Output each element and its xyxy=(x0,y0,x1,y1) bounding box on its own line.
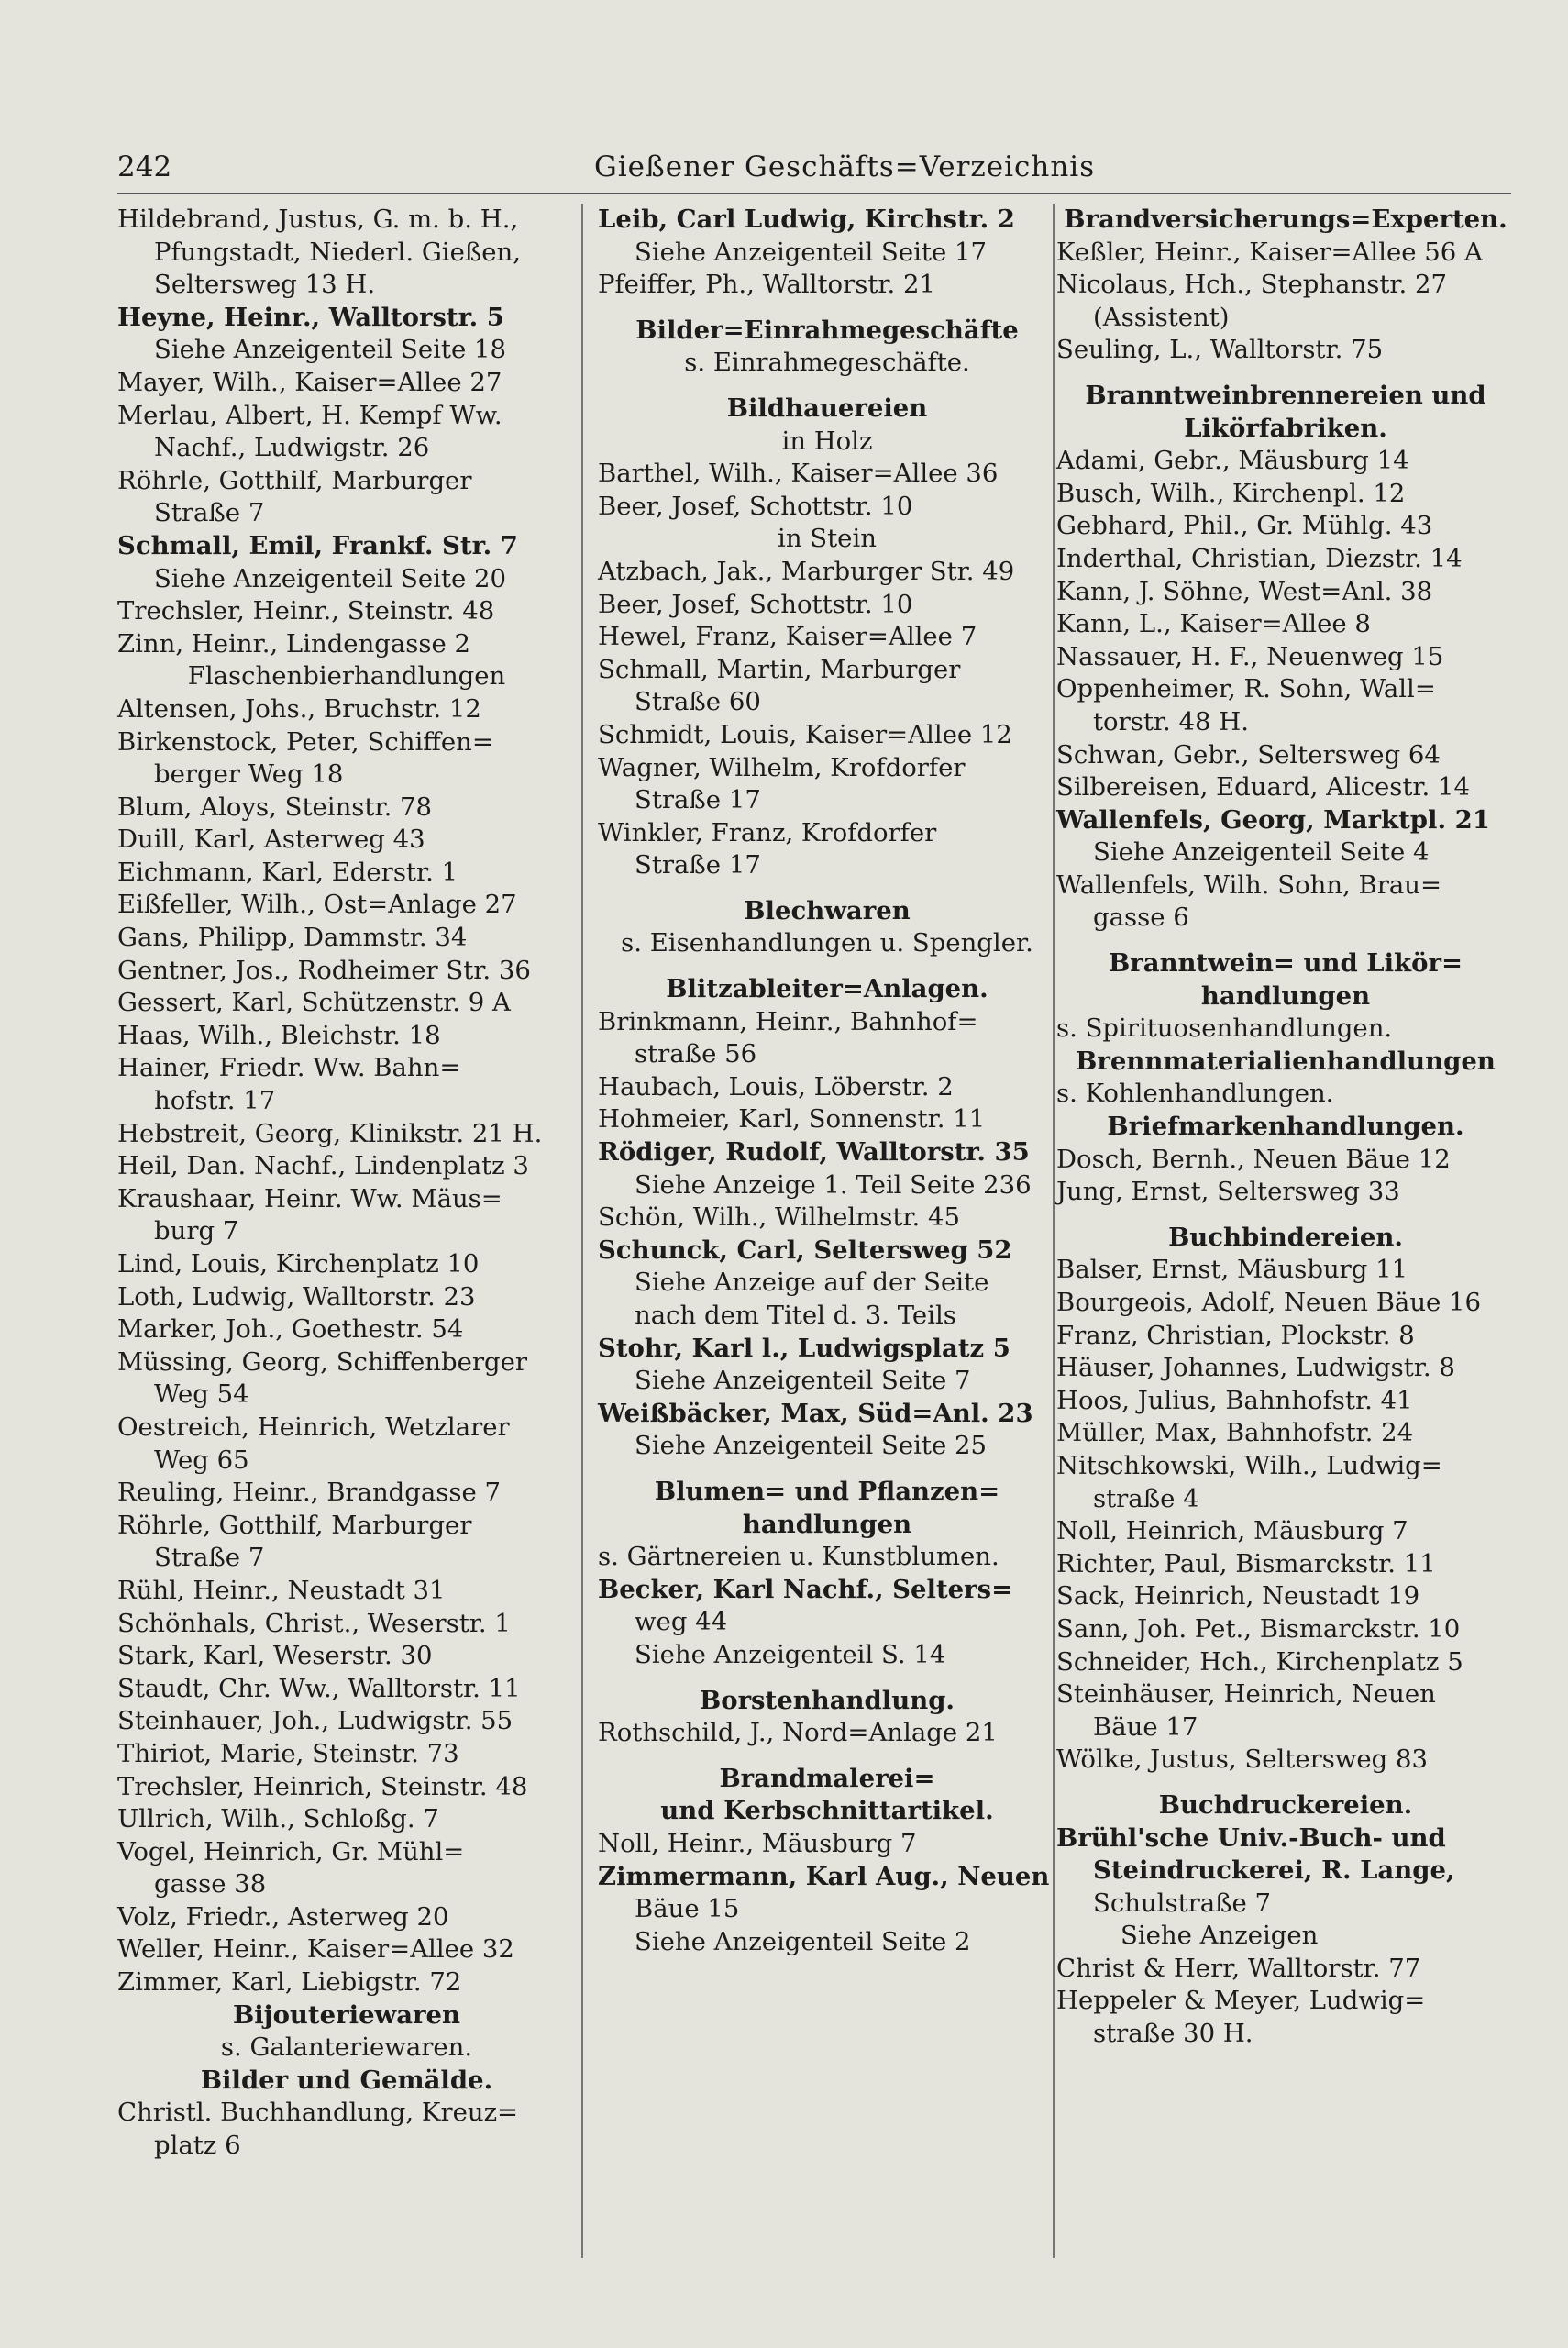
page-number: 242 xyxy=(117,150,172,183)
entry-line: Haubach, Louis, Löberstr. 2 xyxy=(598,1071,954,1102)
entry-line: Zinn, Heinr., Lindengasse 2 xyxy=(117,628,471,659)
running-title: Gießener Geschäfts=Verzeichnis xyxy=(594,150,1096,183)
section-heading: Brennmaterialienhandlungen xyxy=(1076,1046,1496,1076)
cross-reference: s. Kohlenhandlungen. xyxy=(1056,1079,1334,1109)
section-heading: handlungen xyxy=(742,1509,912,1539)
spacer xyxy=(1056,935,1515,947)
spacer xyxy=(1056,1777,1515,1789)
column-divider-left xyxy=(581,204,583,2258)
page-header xyxy=(117,147,1511,194)
section-heading: Bilder=Einrahmegeschäfte xyxy=(635,315,1019,345)
entry-line: Straße 17 xyxy=(635,850,761,880)
entry-line: Schmall, Martin, Marburger xyxy=(598,654,961,684)
entry-line: straße 4 xyxy=(1093,1483,1199,1513)
entry-line: Busch, Wilh., Kirchenpl. 12 xyxy=(1056,478,1406,508)
entry-line: Gentner, Jos., Rodheimer Str. 36 xyxy=(117,955,531,985)
entry-line: Haas, Wilh., Bleichstr. 18 xyxy=(117,1020,441,1050)
section-heading: handlungen xyxy=(1200,980,1371,1011)
cross-reference: s. Spirituosenhandlungen. xyxy=(1056,1013,1393,1044)
entry-line: Weg 54 xyxy=(154,1379,249,1410)
entry-line: Vogel, Heinrich, Gr. Mühl= xyxy=(117,1836,465,1866)
spacer xyxy=(1056,367,1515,380)
entry-line: Weißbäcker, Max, Süd=Anl. 23 xyxy=(598,1398,1033,1428)
section-heading: Buchdruckereien. xyxy=(1158,1789,1413,1820)
entry-line: Straße 60 xyxy=(635,687,761,717)
entry-line: Schunck, Carl, Seltersweg 52 xyxy=(598,1235,1012,1265)
entry-line: Steinhäuser, Heinrich, Neuen xyxy=(1056,1679,1436,1710)
entry-line: (Assistent) xyxy=(1093,302,1230,332)
section-heading: Branntweinbrennereien und xyxy=(1085,380,1486,410)
entry-line: straße 56 xyxy=(635,1039,757,1069)
entry-line: Trechsler, Heinr., Steinstr. 48 xyxy=(117,596,495,626)
entry-line: Sann, Joh. Pet., Bismarckstr. 10 xyxy=(1056,1613,1461,1644)
spacer xyxy=(598,882,1056,895)
entry-line: Bäue 15 xyxy=(635,1894,740,1924)
entry-line: Merlau, Albert, H. Kempf Ww. xyxy=(117,400,502,430)
entry-line: Wallenfels, Wilh. Sohn, Brau= xyxy=(1056,869,1442,900)
section-heading: Buchbindereien. xyxy=(1168,1222,1403,1252)
entry-line: Birkenstock, Peter, Schiffen= xyxy=(117,726,493,757)
entry-line: Altensen, Johs., Bruchstr. 12 xyxy=(117,693,481,724)
entry-line: Leib, Carl Ludwig, Kirchstr. 2 xyxy=(598,205,1015,234)
entry-line: Siehe Anzeigenteil Seite 17 xyxy=(635,237,987,267)
directory-column-3 xyxy=(1056,204,1515,2051)
entry-line: Blum, Aloys, Steinstr. 78 xyxy=(117,792,433,822)
entry-line: Siehe Anzeigenteil Seite 18 xyxy=(154,335,506,365)
entry-line: Stark, Karl, Weserstr. 30 xyxy=(117,1641,433,1671)
entry-line: Beer, Josef, Schottstr. 10 xyxy=(598,491,913,521)
entry-line: Kann, J. Söhne, West=Anl. 38 xyxy=(1056,576,1433,606)
entry-line: Rödiger, Rudolf, Walltorstr. 35 xyxy=(598,1137,1030,1168)
entry-line: Weller, Heinr., Kaiser=Allee 32 xyxy=(117,1934,514,1965)
section-heading: Briefmarkenhandlungen. xyxy=(1107,1112,1464,1142)
entry-line: Brühl'sche Univ.-Buch- und xyxy=(1056,1822,1446,1853)
entry-line: Gessert, Karl, Schützenstr. 9 A xyxy=(117,988,511,1018)
entry-line: Röhrle, Gotthilf, Marburger xyxy=(117,465,472,495)
entry-line: gasse 38 xyxy=(154,1869,267,1899)
entry-line: Trechsler, Heinrich, Steinstr. 48 xyxy=(117,1771,528,1801)
entry-line: berger Weg 18 xyxy=(154,759,344,790)
entry-line: Becker, Karl Nachf., Selters= xyxy=(598,1574,1013,1604)
subsection-heading: in Stein xyxy=(778,524,877,554)
cross-reference: s. Galanteriewaren. xyxy=(220,2032,473,2063)
entry-line: Balser, Ernst, Mäusburg 11 xyxy=(1056,1255,1408,1285)
entry-line: Hohmeier, Karl, Sonnenstr. 11 xyxy=(598,1104,986,1135)
section-heading: Borstenhandlung. xyxy=(699,1685,955,1715)
entry-line: Marker, Joh., Goethestr. 54 xyxy=(117,1314,464,1345)
entry-line: Oestreich, Heinrich, Wetzlarer xyxy=(117,1412,510,1442)
entry-line: Hebstreit, Georg, Klinikstr. 21 H. xyxy=(117,1118,543,1148)
spacer xyxy=(598,380,1056,393)
entry-line: weg 44 xyxy=(635,1607,728,1637)
entry-line: Rühl, Heinr., Neustadt 31 xyxy=(117,1575,446,1605)
entry-line: Beer, Josef, Schottstr. 10 xyxy=(598,589,913,619)
entry-line: Nitschkowski, Wilh., Ludwig= xyxy=(1056,1450,1442,1480)
entry-line: Adami, Gebr., Mäusburg 14 xyxy=(1056,446,1409,476)
entry-line: Heil, Dan. Nachf., Lindenplatz 3 xyxy=(117,1151,529,1181)
entry-line: Röhrle, Gotthilf, Marburger xyxy=(117,1510,472,1540)
entry-line: Müssing, Georg, Schiffenberger xyxy=(117,1346,528,1377)
subsection-heading: in Holz xyxy=(781,426,873,456)
entry-line: burg 7 xyxy=(154,1216,239,1246)
entry-line: Siehe Anzeigenteil Seite 7 xyxy=(635,1366,971,1396)
entry-line: nach dem Titel d. 3. Teils xyxy=(635,1301,956,1330)
entry-line: Zimmermann, Karl Aug., Neuen xyxy=(598,1861,1050,1891)
entry-line: Schönhals, Christ., Weserstr. 1 xyxy=(117,1608,511,1638)
entry-line: Thiriot, Marie, Steinstr. 73 xyxy=(117,1738,459,1768)
entry-line: Heppeler & Meyer, Ludwig= xyxy=(1056,1986,1426,2016)
entry-line: Nassauer, H. F., Neuenweg 15 xyxy=(1056,641,1444,671)
entry-line: Straße 17 xyxy=(635,785,761,815)
entry-line: Wagner, Wilhelm, Krofdorfer xyxy=(598,752,966,782)
entry-line: Inderthal, Christian, Diezstr. 14 xyxy=(1056,543,1463,573)
entry-line: Häuser, Johannes, Ludwigstr. 8 xyxy=(1056,1353,1455,1383)
cross-reference: s. Gärtnereien u. Kunstblumen. xyxy=(598,1542,999,1572)
section-heading: und Kerbschnittartikel. xyxy=(660,1796,994,1826)
entry-line: Christl. Buchhandlung, Kreuz= xyxy=(117,2098,519,2128)
entry-line: Straße 7 xyxy=(154,1543,265,1573)
section-heading: Blumen= und Pflanzen= xyxy=(654,1476,1000,1506)
section-heading: Brandmalerei= xyxy=(719,1763,935,1793)
section-heading: Branntwein= und Likör= xyxy=(1109,948,1463,979)
section-heading: Brandversicherungs=Experten. xyxy=(1064,205,1507,234)
entry-line: platz 6 xyxy=(154,2131,241,2161)
entry-line: Hildebrand, Justus, G. m. b. H., xyxy=(117,205,519,234)
entry-line: Duill, Karl, Asterweg 43 xyxy=(117,825,425,855)
entry-line: Hewel, Franz, Kaiser=Allee 7 xyxy=(598,622,977,652)
entry-line: Eichmann, Karl, Ederstr. 1 xyxy=(117,857,458,887)
entry-line: Richter, Paul, Bismarckstr. 11 xyxy=(1056,1548,1436,1578)
entry-line: Straße 7 xyxy=(154,498,265,528)
entry-line: Franz, Christian, Plockstr. 8 xyxy=(1056,1320,1415,1350)
entry-line: Zimmer, Karl, Liebigstr. 72 xyxy=(117,1967,462,1998)
entry-line: Bäue 17 xyxy=(1093,1711,1198,1742)
entry-line: Staudt, Chr. Ww., Walltorstr. 11 xyxy=(117,1673,521,1703)
entry-line: Müller, Max, Bahnhofstr. 24 xyxy=(1056,1418,1414,1448)
spacer xyxy=(598,302,1056,315)
entry-line: Mayer, Wilh., Kaiser=Allee 27 xyxy=(117,367,502,397)
section-heading: Bildhauereien xyxy=(726,393,928,423)
entry-line: Siehe Anzeigen xyxy=(1121,1921,1319,1951)
spacer xyxy=(598,1750,1056,1763)
entry-line: Barthel, Wilh., Kaiser=Allee 36 xyxy=(598,459,999,489)
entry-line: Rothschild, J., Nord=Anlage 21 xyxy=(598,1718,998,1748)
entry-line: Siehe Anzeigenteil Seite 20 xyxy=(154,563,506,593)
entry-line: gasse 6 xyxy=(1093,903,1189,933)
entry-line: Jung, Ernst, Seltersweg 33 xyxy=(1056,1177,1400,1207)
entry-line: Lind, Louis, Kirchenplatz 10 xyxy=(117,1249,480,1279)
entry-line: straße 30 H. xyxy=(1093,2019,1253,2049)
entry-line: Kraushaar, Heinr. Ww. Mäus= xyxy=(117,1183,502,1213)
entry-line: Dosch, Bernh., Neuen Bäue 12 xyxy=(1056,1144,1451,1174)
entry-line: Seuling, L., Walltorstr. 75 xyxy=(1056,335,1384,365)
entry-line: Wallenfels, Georg, Marktpl. 21 xyxy=(1056,804,1490,835)
entry-line: hofstr. 17 xyxy=(154,1086,276,1116)
section-heading: Bijouteriewaren xyxy=(232,1999,461,2030)
entry-line: Siehe Anzeigenteil Seite 4 xyxy=(1093,837,1430,868)
entry-line: Wölke, Justus, Seltersweg 83 xyxy=(1056,1744,1429,1775)
entry-line: Hainer, Friedr. Ww. Bahn= xyxy=(117,1053,461,1083)
entry-line: Loth, Ludwig, Walltorstr. 23 xyxy=(117,1281,476,1312)
entry-line: Siehe Anzeigenteil Seite 2 xyxy=(635,1926,971,1956)
section-heading: Bilder und Gemälde. xyxy=(200,2065,493,2095)
entry-line: Ullrich, Wilh., Schloßg. 7 xyxy=(117,1804,439,1834)
entry-line: Heyne, Heinr., Walltorstr. 5 xyxy=(117,302,504,332)
entry-line: Brinkmann, Heinr., Bahnhof= xyxy=(598,1006,978,1036)
entry-line: Silbereisen, Eduard, Alicestr. 14 xyxy=(1056,772,1471,803)
entry-line: Nachf., Ludwigstr. 26 xyxy=(154,433,430,463)
entry-line: Siehe Anzeige 1. Teil Seite 236 xyxy=(635,1169,1032,1200)
entry-line: Bourgeois, Adolf, Neuen Bäue 16 xyxy=(1056,1288,1482,1317)
entry-line: torstr. 48 H. xyxy=(1093,706,1249,737)
entry-line: Schmall, Emil, Frankf. Str. 7 xyxy=(117,530,518,560)
entry-line: Schön, Wilh., Wilhelmstr. 45 xyxy=(598,1202,961,1233)
entry-line: Weg 65 xyxy=(154,1445,249,1475)
section-heading: Likörfabriken. xyxy=(1184,413,1387,443)
entry-line: Volz, Friedr., Asterweg 20 xyxy=(117,1901,449,1932)
entry-line: Gebhard, Phil., Gr. Mühlg. 43 xyxy=(1056,511,1433,541)
entry-line: Schneider, Hch., Kirchenplatz 5 xyxy=(1056,1646,1463,1677)
entry-line: Siehe Anzeige auf der Seite xyxy=(635,1268,989,1298)
spacer xyxy=(598,960,1056,973)
spacer xyxy=(598,1672,1056,1685)
entry-line: Siehe Anzeigenteil S. 14 xyxy=(635,1639,946,1669)
entry-line: Steindruckerei, R. Lange, xyxy=(1093,1855,1455,1886)
entry-line: Keßler, Heinr., Kaiser=Allee 56 A xyxy=(1056,237,1483,267)
entry-line: Hoos, Julius, Bahnhofstr. 41 xyxy=(1056,1385,1413,1415)
entry-line: Nicolaus, Hch., Stephanstr. 27 xyxy=(1056,270,1447,300)
section-heading: Blechwaren xyxy=(744,895,911,925)
entry-line: Siehe Anzeigenteil Seite 25 xyxy=(635,1431,987,1461)
entry-line: Pfungstadt, Niederl. Gießen, xyxy=(154,237,521,267)
entry-line: Sack, Heinrich, Neustadt 19 xyxy=(1056,1581,1420,1611)
directory-column-2 xyxy=(598,204,1056,1958)
section-heading: Blitzableiter=Anlagen. xyxy=(666,974,988,1004)
entry-line: Noll, Heinrich, Mäusburg 7 xyxy=(1056,1516,1408,1546)
entry-line: Schulstraße 7 xyxy=(1093,1888,1272,1918)
entry-line: Kann, L., Kaiser=Allee 8 xyxy=(1056,609,1371,639)
entry-line: Schmidt, Louis, Kaiser=Allee 12 xyxy=(598,719,1012,749)
entry-line: Gans, Philipp, Dammstr. 34 xyxy=(117,923,468,953)
entry-line: Stohr, Karl l., Ludwigsplatz 5 xyxy=(598,1333,1010,1363)
cross-reference: s. Einrahmegeschäfte. xyxy=(684,348,970,378)
entry-line: Winkler, Franz, Krofdorfer xyxy=(598,817,937,847)
spacer xyxy=(598,1463,1056,1476)
entry-line: Atzbach, Jak., Marburger Str. 49 xyxy=(598,556,1015,586)
cross-reference: s. Eisenhandlungen u. Spengler. xyxy=(621,928,1033,958)
entry-line: Steinhauer, Joh., Ludwigstr. 55 xyxy=(117,1706,513,1736)
entry-line: Eißfeller, Wilh., Ost=Anlage 27 xyxy=(117,890,517,920)
entry-line: Christ & Herr, Walltorstr. 77 xyxy=(1056,1953,1421,1983)
entry-line: Seltersweg 13 H. xyxy=(154,270,376,300)
directory-column-1 xyxy=(117,204,576,2163)
section-heading: Flaschenbierhandlungen xyxy=(187,661,506,692)
entry-line: Noll, Heinr., Mäusburg 7 xyxy=(598,1828,917,1858)
spacer xyxy=(1056,1209,1515,1222)
entry-line: Pfeiffer, Ph., Walltorstr. 21 xyxy=(598,270,935,300)
entry-line: Schwan, Gebr., Seltersweg 64 xyxy=(1056,739,1441,770)
entry-line: Reuling, Heinr., Brandgasse 7 xyxy=(117,1478,501,1508)
entry-line: Oppenheimer, R. Sohn, Wall= xyxy=(1056,674,1436,704)
